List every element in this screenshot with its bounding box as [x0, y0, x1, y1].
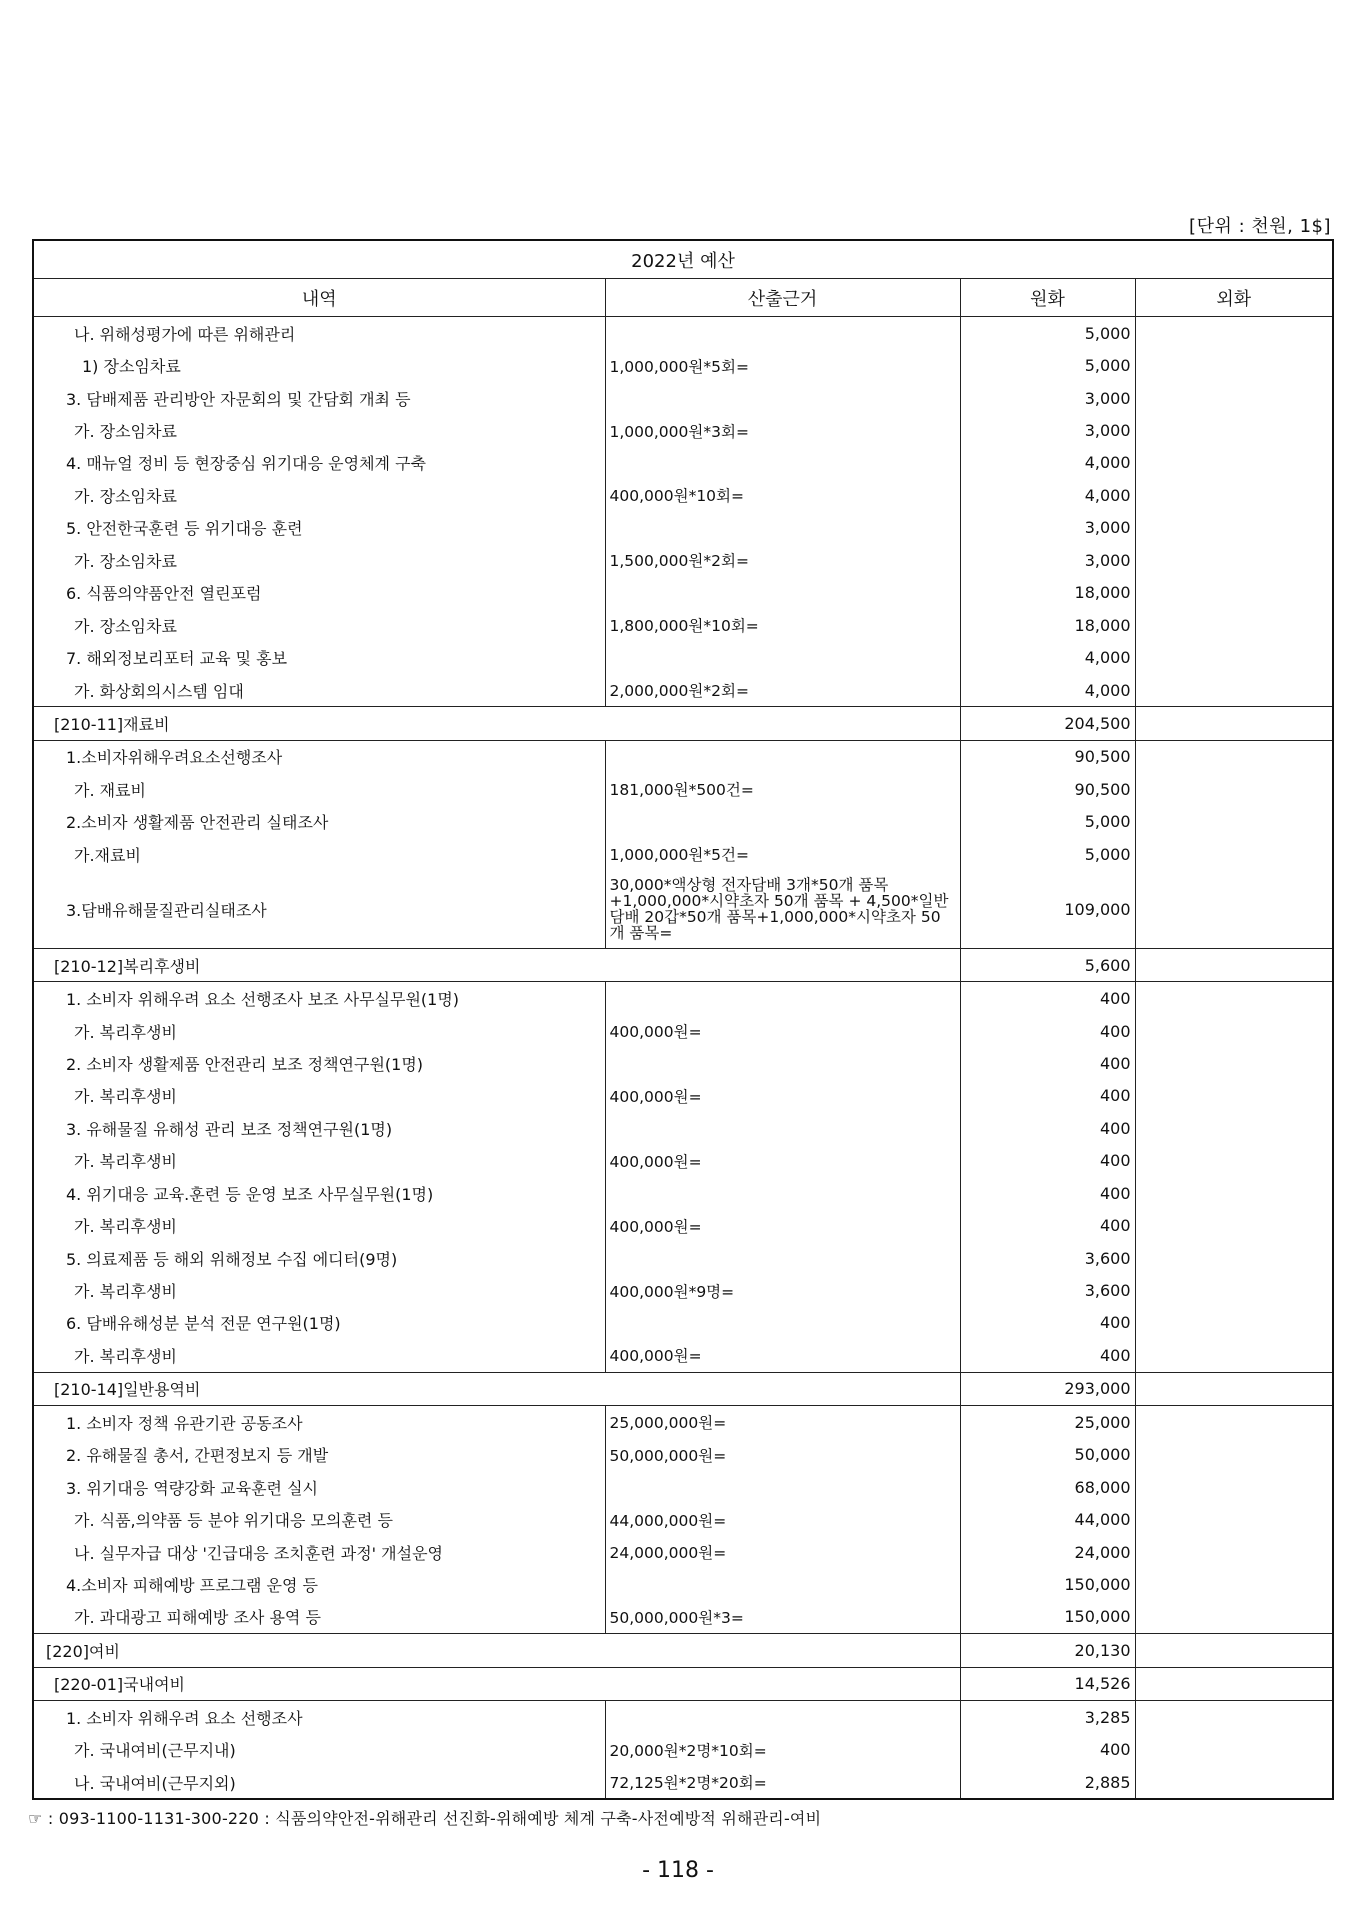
row-item: [210-11]재료비	[33, 707, 960, 740]
table-row	[33, 1145, 1333, 1177]
table-row	[33, 1177, 1333, 1209]
row-item: 가. 화상회의시스템 임대	[74, 681, 244, 701]
row-fx	[1135, 870, 1333, 948]
table-body	[33, 317, 1333, 1800]
table-row	[33, 1047, 1333, 1079]
row-basis: 25,000,000원=	[605, 1406, 960, 1439]
table-row	[33, 1307, 1333, 1339]
row-item: 4. 매뉴얼 정비 등 현장중심 위기대응 운영체계 구축	[66, 454, 426, 474]
row-basis: 1,500,000원*2회=	[605, 544, 960, 576]
row-fx	[1135, 707, 1333, 740]
row-krw: 90,500	[960, 773, 1135, 805]
row-krw: 4,000	[960, 447, 1135, 479]
row-item: [210-14]일반용역비	[33, 1372, 960, 1405]
row-fx	[1135, 1209, 1333, 1241]
row-krw: 400	[960, 1080, 1135, 1112]
row-basis: 50,000,000원*3=	[605, 1601, 960, 1634]
row-basis	[605, 317, 960, 350]
row-krw: 293,000	[960, 1372, 1135, 1405]
row-item: 1) 장소임차료	[82, 357, 181, 377]
row-krw: 50,000	[960, 1439, 1135, 1471]
row-basis: 2,000,000원*2회=	[605, 674, 960, 707]
table-row	[33, 349, 1333, 381]
row-basis: 400,000원=	[605, 1080, 960, 1112]
row-fx	[1135, 382, 1333, 414]
budget-table	[32, 239, 1334, 1800]
row-krw: 3,000	[960, 544, 1135, 576]
row-fx	[1135, 838, 1333, 870]
row-item: 나. 위해성평가에 따른 위해관리	[74, 324, 296, 344]
table-row	[33, 382, 1333, 414]
row-basis: 400,000원=	[605, 1145, 960, 1177]
row-fx	[1135, 806, 1333, 838]
row-fx	[1135, 982, 1333, 1015]
row-item: 4. 위기대응 교육.훈련 등 운영 보조 사무실무원(1명)	[66, 1184, 434, 1204]
row-krw: 3,285	[960, 1701, 1135, 1734]
row-fx	[1135, 1307, 1333, 1339]
year-header: 2022년 예산	[33, 240, 1333, 279]
row-krw: 14,526	[960, 1667, 1135, 1700]
row-item: 가. 장소임차료	[74, 616, 177, 636]
page-number: - 118 -	[642, 1858, 714, 1883]
table-row	[33, 1471, 1333, 1503]
row-krw: 3,000	[960, 512, 1135, 544]
row-krw: 5,000	[960, 806, 1135, 838]
row-fx	[1135, 577, 1333, 609]
row-krw: 3,600	[960, 1242, 1135, 1274]
row-item: 가. 장소임차료	[74, 422, 177, 442]
row-item: 5. 의료제품 등 해외 위해정보 수집 에디터(9명)	[66, 1249, 398, 1269]
row-krw: 25,000	[960, 1406, 1135, 1439]
row-krw: 400	[960, 1112, 1135, 1144]
row-krw: 400	[960, 1733, 1135, 1765]
row-basis	[605, 1568, 960, 1600]
table-row	[33, 1733, 1333, 1765]
row-fx	[1135, 1080, 1333, 1112]
row-basis: 1,000,000원*5회=	[605, 349, 960, 381]
row-item: 3. 위기대응 역량강화 교육훈련 실시	[66, 1478, 318, 1498]
table-row	[33, 1701, 1333, 1734]
row-krw: 400	[960, 982, 1135, 1015]
row-fx	[1135, 544, 1333, 576]
row-item: 가. 장소임차료	[74, 551, 177, 571]
table-row	[33, 1406, 1333, 1439]
row-item: [220]여비	[33, 1634, 960, 1667]
table-row	[33, 1339, 1333, 1372]
row-fx	[1135, 1634, 1333, 1667]
col-header-basis: 산출근거	[605, 279, 960, 317]
row-basis: 1,000,000원*5건=	[605, 838, 960, 870]
row-krw: 5,000	[960, 317, 1135, 350]
row-krw: 3,000	[960, 414, 1135, 446]
table-row	[33, 609, 1333, 641]
row-krw: 2,885	[960, 1766, 1135, 1799]
row-basis	[605, 641, 960, 673]
table-row	[33, 1536, 1333, 1568]
row-krw: 18,000	[960, 577, 1135, 609]
row-krw: 3,000	[960, 382, 1135, 414]
row-fx	[1135, 740, 1333, 773]
row-item: 가. 장소임차료	[74, 486, 177, 506]
row-item: [210-12]복리후생비	[33, 948, 960, 981]
row-fx	[1135, 414, 1333, 446]
row-basis: 400,000원*9명=	[605, 1274, 960, 1306]
row-fx	[1135, 1601, 1333, 1634]
row-item: 1. 소비자 위해우려 요소 선행조사 보조 사무실무원(1명)	[66, 990, 460, 1010]
row-basis: 44,000,000원=	[605, 1503, 960, 1535]
row-basis	[605, 1471, 960, 1503]
row-basis: 181,000원*500건=	[605, 773, 960, 805]
row-krw: 400	[960, 1145, 1135, 1177]
row-basis	[605, 382, 960, 414]
table-row	[33, 1080, 1333, 1112]
row-item: 6. 식품의약품안전 열린포럼	[66, 584, 262, 604]
row-item: 7. 해외정보리포터 교육 및 홍보	[66, 649, 288, 669]
table-row	[33, 740, 1333, 773]
row-basis	[605, 806, 960, 838]
row-krw: 3,600	[960, 1274, 1135, 1306]
table-row	[33, 674, 1333, 707]
row-basis: 20,000원*2명*10회=	[605, 1733, 960, 1765]
row-krw: 109,000	[960, 870, 1135, 948]
row-fx	[1135, 1766, 1333, 1799]
row-krw: 150,000	[960, 1601, 1135, 1634]
footnote: ☞ : 093-1100-1131-300-220 : 식품의약안전-위해관리 선진화-위해예방 체계 구축-사전예방적 위해관리-여비	[28, 1809, 822, 1828]
table-row	[33, 317, 1333, 350]
row-fx	[1135, 1372, 1333, 1405]
row-basis	[605, 1701, 960, 1734]
row-basis: 400,000원*10회=	[605, 479, 960, 511]
table-row	[33, 1372, 1333, 1405]
row-fx	[1135, 609, 1333, 641]
unit-note: [단위 : 천원, 1$]	[1189, 216, 1331, 237]
row-fx	[1135, 479, 1333, 511]
row-fx	[1135, 1242, 1333, 1274]
row-krw: 150,000	[960, 1568, 1135, 1600]
table-row	[33, 512, 1333, 544]
row-krw: 5,000	[960, 838, 1135, 870]
row-item: 가. 과대광고 피해예방 조사 용역 등	[74, 1608, 321, 1628]
table-row	[33, 870, 1333, 948]
row-item: 4.소비자 피해예방 프로그램 운영 등	[66, 1575, 318, 1595]
row-item: 3.담배유해물질관리실태조사	[66, 900, 267, 920]
row-item: 1.소비자위해우려요소선행조사	[66, 748, 283, 768]
row-krw: 44,000	[960, 1503, 1135, 1535]
row-fx	[1135, 1274, 1333, 1306]
row-fx	[1135, 512, 1333, 544]
row-item: 3. 담배제품 관리방안 자문회의 및 간담회 개최 등	[66, 389, 411, 409]
row-krw: 5,600	[960, 948, 1135, 981]
row-basis: 30,000*액상형 전자담배 3개*50개 품목+1,000,000*시약초자 50개 품목 + 4,500*일반담배 20갑*50개 품목+1,000,000*시약초자 50개 품목=	[605, 870, 960, 948]
row-krw: 4,000	[960, 479, 1135, 511]
row-item: 1. 소비자 정책 유관기관 공동조사	[66, 1413, 303, 1433]
row-fx	[1135, 1439, 1333, 1471]
row-item: 1. 소비자 위해우려 요소 선행조사	[66, 1708, 303, 1728]
row-item: 가. 복리후생비	[74, 1217, 177, 1237]
row-item: 가. 복리후생비	[74, 1022, 177, 1042]
row-fx	[1135, 349, 1333, 381]
row-basis	[605, 1242, 960, 1274]
row-item: 2. 소비자 생활제품 안전관리 보조 정책연구원(1명)	[66, 1054, 424, 1074]
row-fx	[1135, 674, 1333, 707]
row-krw: 400	[960, 1209, 1135, 1241]
row-krw: 400	[960, 1015, 1135, 1047]
row-basis	[605, 447, 960, 479]
table-row	[33, 838, 1333, 870]
row-item: 나. 국내여비(근무지외)	[74, 1773, 236, 1793]
row-fx	[1135, 1471, 1333, 1503]
table-row	[33, 641, 1333, 673]
row-fx	[1135, 1568, 1333, 1600]
row-fx	[1135, 1667, 1333, 1700]
row-krw: 400	[960, 1177, 1135, 1209]
table-row	[33, 1242, 1333, 1274]
row-item: 2. 유해물질 총서, 간편정보지 등 개발	[66, 1446, 329, 1466]
row-item: 2.소비자 생활제품 안전관리 실태조사	[66, 813, 329, 833]
row-basis: 24,000,000원=	[605, 1536, 960, 1568]
row-item: 3. 유해물질 유해성 관리 보조 정책연구원(1명)	[66, 1119, 393, 1139]
table-row	[33, 479, 1333, 511]
row-fx	[1135, 641, 1333, 673]
row-basis: 400,000원=	[605, 1015, 960, 1047]
table-row	[33, 1274, 1333, 1306]
table-row	[33, 544, 1333, 576]
row-fx	[1135, 1406, 1333, 1439]
table-row	[33, 948, 1333, 981]
row-krw: 204,500	[960, 707, 1135, 740]
row-item: 5. 안전한국훈련 등 위기대응 훈련	[66, 519, 303, 539]
row-basis	[605, 512, 960, 544]
row-fx	[1135, 447, 1333, 479]
table-row	[33, 806, 1333, 838]
row-fx	[1135, 1701, 1333, 1734]
row-fx	[1135, 1177, 1333, 1209]
row-fx	[1135, 1047, 1333, 1079]
table-row	[33, 1568, 1333, 1600]
table-row	[33, 1439, 1333, 1471]
row-basis	[605, 1307, 960, 1339]
row-basis	[605, 1112, 960, 1144]
row-fx	[1135, 1015, 1333, 1047]
row-basis: 400,000원=	[605, 1209, 960, 1241]
col-header-item: 내역	[33, 279, 605, 317]
table-row	[33, 707, 1333, 740]
row-krw: 400	[960, 1047, 1135, 1079]
row-basis	[605, 740, 960, 773]
table-row	[33, 773, 1333, 805]
row-basis	[605, 982, 960, 1015]
row-basis: 1,800,000원*10회=	[605, 609, 960, 641]
table-row	[33, 577, 1333, 609]
row-fx	[1135, 1339, 1333, 1372]
row-basis: 400,000원=	[605, 1339, 960, 1372]
table-row	[33, 1503, 1333, 1535]
row-item: 가. 복리후생비	[74, 1282, 177, 1302]
row-krw: 400	[960, 1339, 1135, 1372]
col-header-fx: 외화	[1135, 279, 1333, 317]
row-item: 가. 재료비	[74, 780, 146, 800]
table-row	[33, 1766, 1333, 1799]
row-krw: 18,000	[960, 609, 1135, 641]
row-basis	[605, 1047, 960, 1079]
row-fx	[1135, 1503, 1333, 1535]
row-basis: 72,125원*2명*20회=	[605, 1766, 960, 1799]
table-row	[33, 1015, 1333, 1047]
row-fx	[1135, 1733, 1333, 1765]
row-krw: 20,130	[960, 1634, 1135, 1667]
table-row	[33, 1667, 1333, 1700]
col-header-krw: 원화	[960, 279, 1135, 317]
row-item: 가. 복리후생비	[74, 1346, 177, 1366]
row-item: [220-01]국내여비	[33, 1667, 960, 1700]
row-item: 가. 복리후생비	[74, 1152, 177, 1172]
row-basis	[605, 1177, 960, 1209]
table-row	[33, 414, 1333, 446]
row-item: 나. 실무자급 대상 '긴급대응 조치훈련 과정' 개설운영	[74, 1543, 443, 1563]
row-fx	[1135, 1145, 1333, 1177]
row-item: 가. 식품,의약품 등 분야 위기대응 모의훈련 등	[74, 1511, 393, 1531]
row-fx	[1135, 948, 1333, 981]
table-row	[33, 1112, 1333, 1144]
row-basis: 50,000,000원=	[605, 1439, 960, 1471]
table-row	[33, 447, 1333, 479]
table-row	[33, 1209, 1333, 1241]
row-krw: 400	[960, 1307, 1135, 1339]
row-fx	[1135, 773, 1333, 805]
row-krw: 68,000	[960, 1471, 1135, 1503]
row-krw: 4,000	[960, 674, 1135, 707]
row-item: 6. 담배유해성분 분석 전문 연구원(1명)	[66, 1314, 341, 1334]
row-fx	[1135, 1112, 1333, 1144]
table-row	[33, 1601, 1333, 1634]
row-krw: 24,000	[960, 1536, 1135, 1568]
table-row	[33, 1634, 1333, 1667]
row-item: 가. 복리후생비	[74, 1087, 177, 1107]
row-basis: 1,000,000원*3회=	[605, 414, 960, 446]
row-krw: 4,000	[960, 641, 1135, 673]
row-item: 가.재료비	[74, 845, 141, 865]
table-row	[33, 982, 1333, 1015]
row-fx	[1135, 1536, 1333, 1568]
row-krw: 5,000	[960, 349, 1135, 381]
row-basis	[605, 577, 960, 609]
row-krw: 90,500	[960, 740, 1135, 773]
row-item: 가. 국내여비(근무지내)	[74, 1741, 236, 1761]
row-fx	[1135, 317, 1333, 350]
